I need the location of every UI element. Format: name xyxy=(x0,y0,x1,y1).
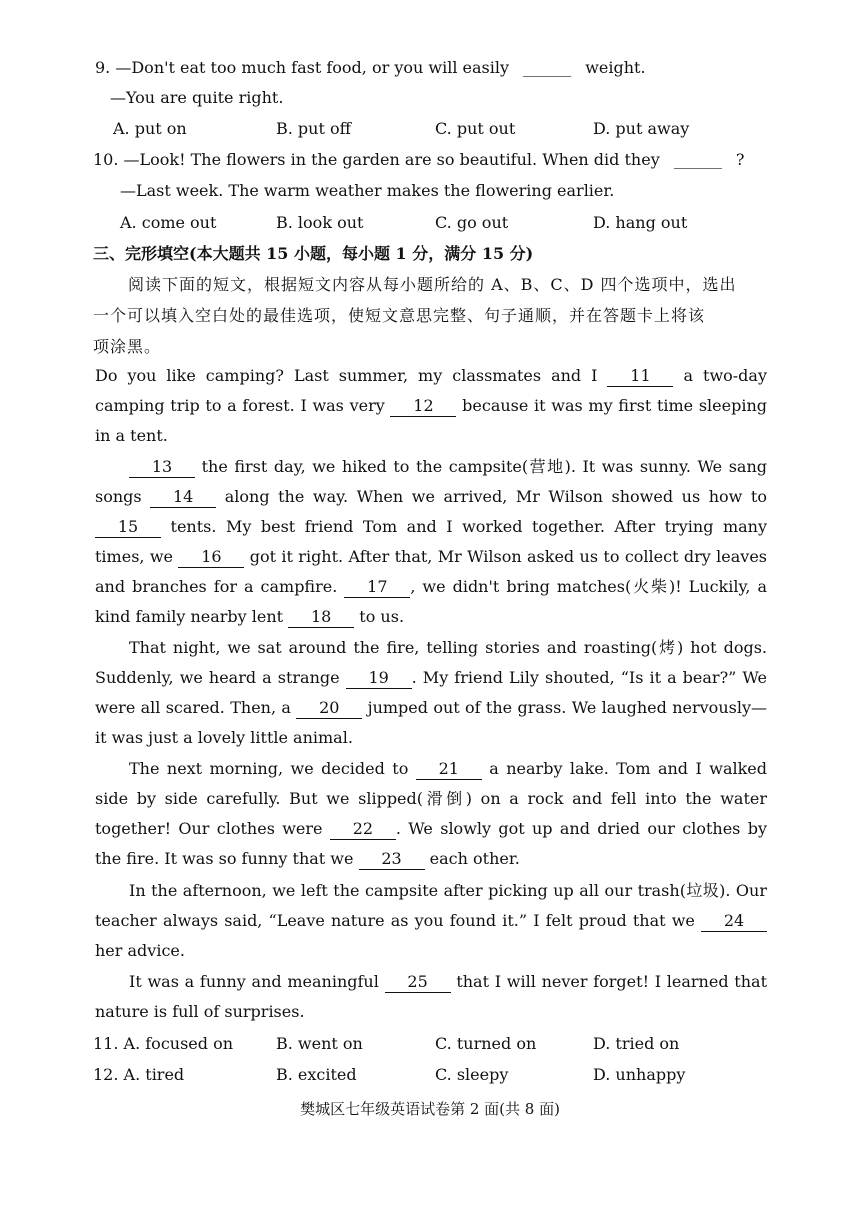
q11-option-d: D. tried on xyxy=(593,1034,680,1053)
q12-option-d: D. unhappy xyxy=(593,1065,686,1084)
passage-paragraph-4: The next morning, we decided to 21 a nearby lake. Tom and I walked side by side carefully. But we slipped(滑倒) on a rock and fell into the water together! Our clothes were 22 . We slowly got up and dried our clothes by the fire. It was so funny that we 23 each other. xyxy=(95,759,768,868)
q9-reply: —You are quite right. xyxy=(110,88,284,107)
q9-option-d: D. put away xyxy=(593,119,690,138)
blank-13: 13 xyxy=(129,457,195,478)
blank-11: 11 xyxy=(607,366,673,387)
q11-option-b: B. went on xyxy=(276,1034,363,1053)
blank-23: 23 xyxy=(359,849,425,870)
blank-17: 17 xyxy=(344,577,410,598)
q12-option-b: B. excited xyxy=(276,1065,357,1084)
q9-option-a: A. put on xyxy=(113,119,187,138)
q10-option-c: C. go out xyxy=(435,213,509,232)
blank-21: 21 xyxy=(416,759,482,780)
q11-option-a: 11. A. focused on xyxy=(93,1034,234,1053)
q9-prompt: 9. —Don't eat too much fast food, or you will easily ______ weight. xyxy=(95,58,646,77)
q12-option-a: 12. A. tired xyxy=(93,1065,185,1084)
passage-paragraph-1: Do you like camping? Last summer, my classmates and I 11 a two-day camping trip to a forest. I was very 12 because it was my first time sleeping in a tent. xyxy=(95,366,767,445)
q9-blank: ______ xyxy=(523,58,572,77)
q10-blank: ______ xyxy=(673,150,722,169)
passage-paragraph-6: It was a funny and meaningful 25 that I will never forget! I learned that nature is full of surprises. xyxy=(95,972,768,1021)
q10-option-a: A. come out xyxy=(120,213,217,232)
q10-prompt: 10. —Look! The flowers in the garden are so beautiful. When did they ______ ? xyxy=(93,150,745,169)
q10-option-b: B. look out xyxy=(276,213,364,232)
passage-paragraph-5: In the afternoon, we left the campsite after picking up all our trash(垃圾). Our teacher always said, “Leave nature as you found it.” I felt proud that we 24 her advice. xyxy=(95,881,767,960)
page-footer: 樊城区七年级英语试卷第 2 面(共 8 面) xyxy=(300,1100,560,1118)
q10-reply: —Last week. The warm weather makes the flowering earlier. xyxy=(120,181,615,200)
blank-25: 25 xyxy=(385,972,451,993)
blank-19: 19 xyxy=(346,668,412,689)
blank-24: 24 xyxy=(701,911,767,932)
blank-18: 18 xyxy=(288,607,354,628)
q12-option-c: C. sleepy xyxy=(435,1065,509,1084)
q10-option-d: D. hang out xyxy=(593,213,688,232)
blank-12: 12 xyxy=(390,396,456,417)
blank-22: 22 xyxy=(330,819,396,840)
blank-16: 16 xyxy=(178,547,244,568)
section-instruction-2: 一个可以填入空白处的最佳选项，使短文意思完整、句子通顺，并在答题卡上将该 xyxy=(93,306,706,325)
q9-option-c: C. put out xyxy=(435,119,516,138)
q11-option-c: C. turned on xyxy=(435,1034,537,1053)
section-instruction-3: 项涂黑。 xyxy=(93,337,162,356)
blank-15: 15 xyxy=(95,517,161,538)
blank-14: 14 xyxy=(150,487,216,508)
q9-option-b: B. put off xyxy=(276,119,351,138)
section-instruction-1: 阅读下面的短文，根据短文内容从每小题所给的 A、B、C、D 四个选项中，选出 xyxy=(128,275,737,294)
section-heading: 三、完形填空(本大题共 15 小题，每小题 1 分，满分 15 分) xyxy=(93,244,534,263)
passage-paragraph-3: That night, we sat around the fire, telling stories and roasting(烤) hot dogs. Suddenly, we heard a strange 19 . My friend Lily shouted, “Is it a bear?” We were all scared. Then, a 20 jumped out of the grass. We laughed nervously—it was just a lovely little animal. xyxy=(95,638,768,747)
passage-paragraph-2: 13 the first day, we hiked to the campsite(营地). It was sunny. We sang songs 14 along the way. When we arrived, Mr Wilson showed us how to 15 tents. My best friend Tom and I worked together. After trying many times, we 16 got it right. After that, Mr Wilson asked us to collect dry leaves and branches for a campfire. 17 , we didn't bring matches(火柴)! Luckily, a kind family nearby lent 18 to us. xyxy=(95,457,768,626)
blank-20: 20 xyxy=(296,698,362,719)
